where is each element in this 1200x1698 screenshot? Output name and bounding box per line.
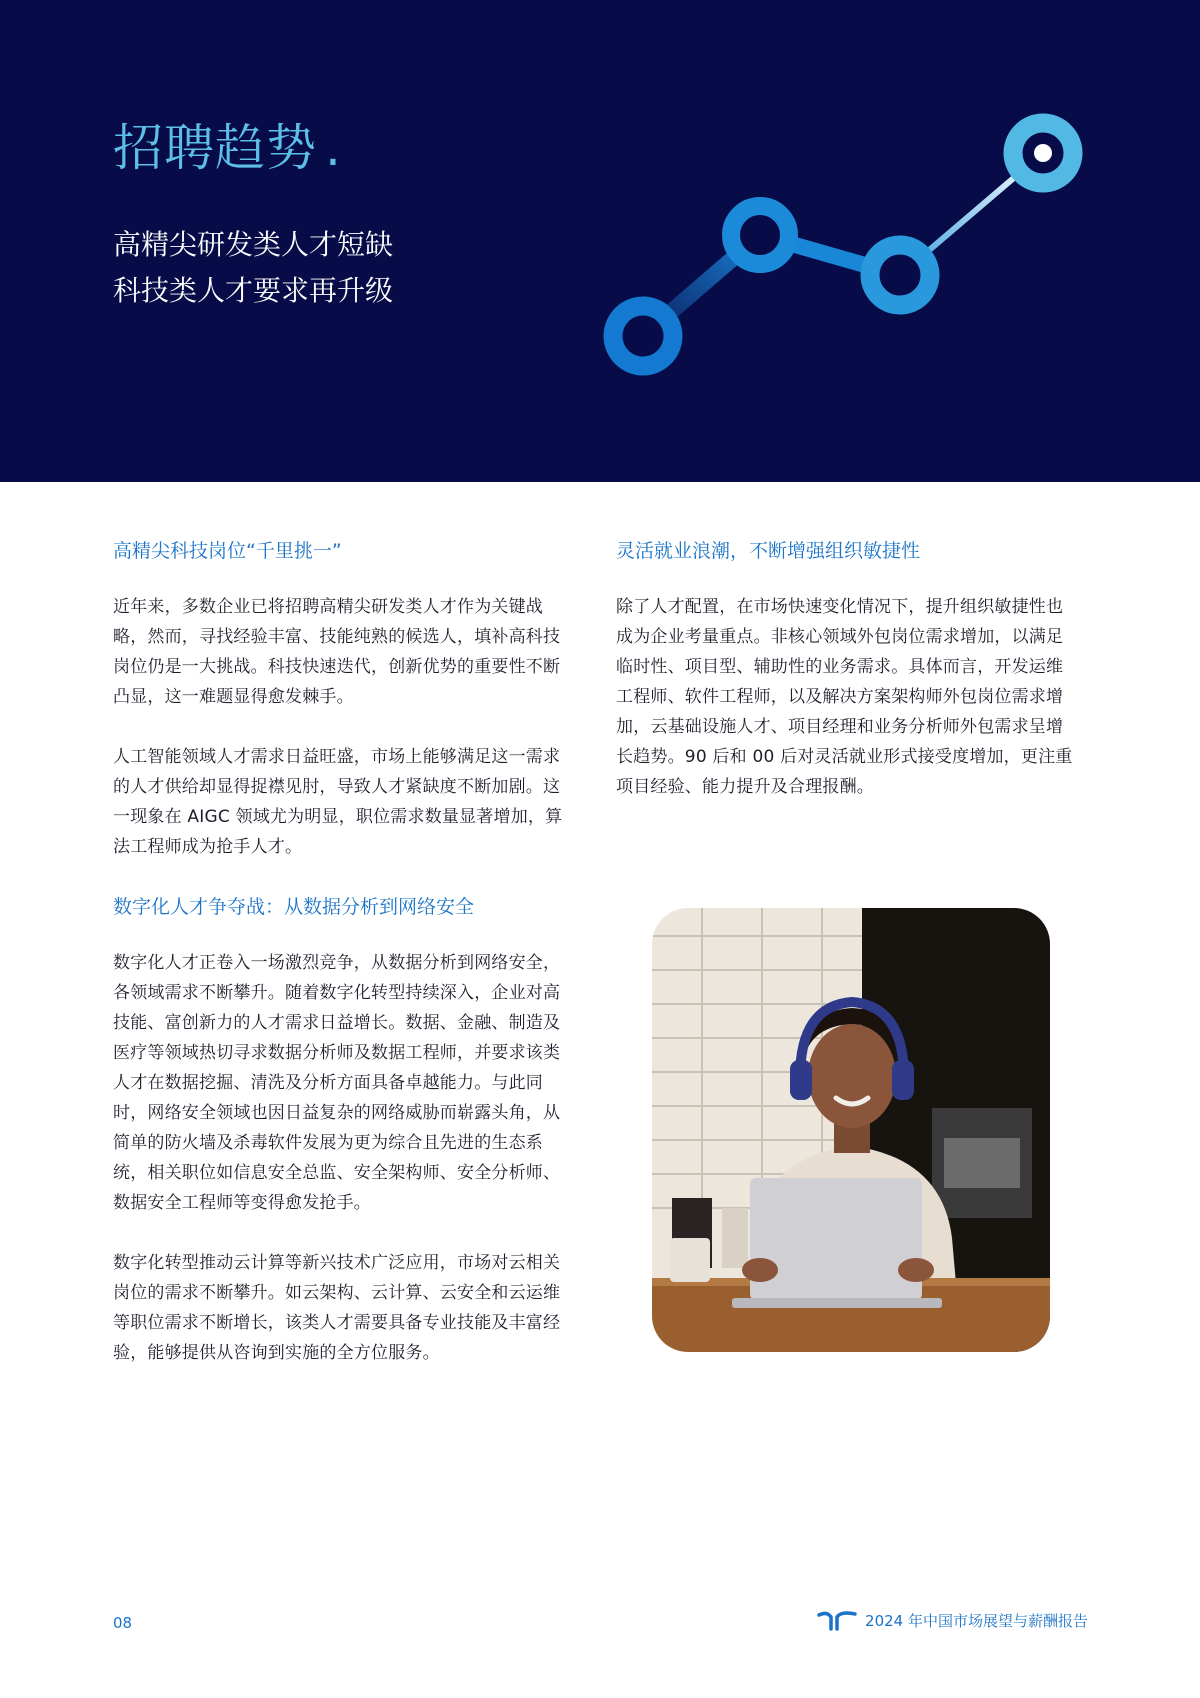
hero-subtitle-line-2: 科技类人才要求再升级: [113, 274, 394, 307]
paragraph-flexible-work: 除了人才配置，在市场快速变化情况下，提升组织敏捷性也成为企业考量重点。非核心领域外包岗位需求增加，以满足临时性、项目型、辅助性的业务需求。具体而言，开发运维工程师、软件工程师，以及解决方案架构师外包岗位需求增加，云基础设施人才、项目经理和业务分析师外包需求呈增长趋势。90 后和 00 后对灵活就业形式接受度增加，更注重项目经验、能力提升及合理报酬。: [616, 597, 1073, 797]
page-title: [113, 108, 342, 180]
section-heading-high-end-roles: 高精尖科技岗位“千里挑一”: [113, 540, 342, 562]
right-column: [616, 536, 1076, 832]
trend-line-icon: [590, 100, 1110, 400]
page-title-text: 招聘趋势: [113, 119, 317, 177]
report-title: 2024 年中国市场展望与薪酬报告: [865, 1611, 1088, 1630]
trend-node-2: [731, 206, 789, 264]
trend-node-3: [870, 245, 930, 305]
hero-subtitle-line-1: 高精尖研发类人才短缺: [113, 228, 394, 261]
hero-subtitle: [113, 222, 393, 314]
brand-logo-icon: [817, 1609, 857, 1631]
paragraph-digital-talent: 数字化人才正卷入一场激烈竞争，从数据分析到网络安全，各领域需求不断攀升。随着数字化转型持续深入，企业对高技能、富创新力的人才需求日益增长。数据、金融、制造及医疗等领域热切寻求数据分析师及数据工程师，并要求该类人才在数据挖掘、清洗及分析方面具备卓越能力。与此同时，网络安全领域也因日益复杂的网络威胁而崭露头角，从简单的防火墙及杀毒软件发展为更为综合且先进的生态系统，相关职位如信息安全总监、安全架构师、安全分析师、数据安全工程师等变得愈发抢手。: [113, 953, 561, 1213]
section-heading-flexible-work: 灵活就业浪潮，不断增强组织敏捷性: [616, 540, 921, 562]
page-title-dot: .: [325, 119, 342, 177]
hero-banner: [0, 0, 1200, 482]
paragraph-ai-talent: 人工智能领域人才需求日益旺盛，市场上能够满足这一需求的人才供给却显得捉襟见肘，导致人才紧缺度不断加剧。这一现象在 AIGC 领域尤为明显，职位需求数量显著增加，算法工程师成为抢手人才。: [113, 747, 563, 857]
trend-node-1: [613, 306, 673, 366]
footer-brand: [817, 1609, 1088, 1631]
photo-person-with-laptop: [652, 908, 1050, 1352]
section-heading-digital-talent: 数字化人才争夺战：从数据分析到网络安全: [113, 896, 475, 918]
paragraph-high-end-roles: 近年来，多数企业已将招聘高精尖研发类人才作为关键战略，然而，寻找经验丰富、技能纯熟的候选人，填补高科技岗位仍是一大挑战。科技快速迭代，创新优势的重要性不断凸显，这一难题显得愈发棘手。: [113, 597, 561, 707]
trend-node-4-center: [1034, 144, 1052, 162]
page-number: 08: [113, 1614, 133, 1632]
paragraph-cloud-talent: 数字化转型推动云计算等新兴技术广泛应用，市场对云相关岗位的需求不断攀升。如云架构、云计算、云安全和云运维等职位需求不断增长，该类人才需要具备专业技能及丰富经验，能够提供从咨询到实施的全方位服务。: [113, 1253, 561, 1363]
left-column: [113, 536, 573, 1398]
